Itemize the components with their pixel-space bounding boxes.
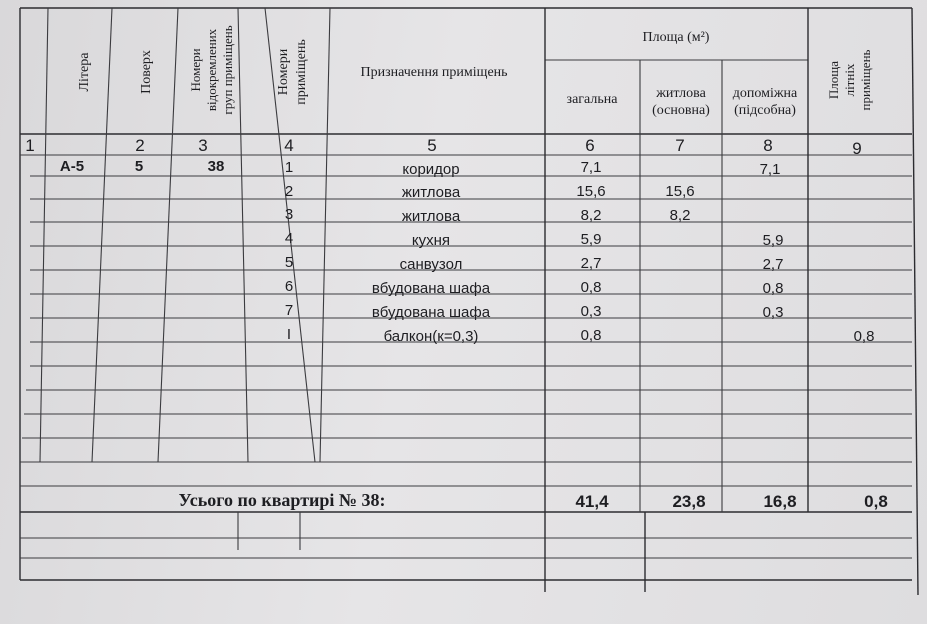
- total-area: 0,3: [580, 303, 602, 320]
- header-aux-line2: (підсобна): [734, 103, 796, 118]
- column-number: 2: [135, 136, 145, 155]
- header-summer-line1: Площа: [826, 60, 841, 100]
- total-area: 5,9: [580, 231, 602, 248]
- column-number: 8: [763, 136, 773, 155]
- room-number: I: [286, 326, 292, 343]
- room-number: 2: [284, 183, 294, 200]
- column-number: 7: [675, 136, 685, 155]
- header-aux-line1: допоміжна: [732, 86, 798, 101]
- header-area: Площа (м²): [642, 30, 710, 45]
- totals-summer-area: 0,8: [864, 492, 888, 511]
- total-area: 8,2: [580, 207, 602, 224]
- living-area: 15,6: [665, 183, 695, 200]
- totals-living-area: 23,8: [672, 492, 706, 511]
- totals-label: Усього по квартирі № 38:: [178, 490, 386, 510]
- floor-value: 5: [134, 158, 144, 175]
- header-purpose: Призначення приміщень: [360, 65, 508, 80]
- column-number: 9: [852, 139, 862, 158]
- room-purpose: кухня: [411, 232, 451, 249]
- total-area: 0,8: [580, 327, 602, 344]
- table-row: [285, 183, 695, 201]
- header-living-line2: (основна): [652, 103, 710, 118]
- room-purpose: житлова: [401, 184, 461, 201]
- totals-aux-area: 16,8: [763, 492, 797, 511]
- total-area: 0,8: [580, 279, 602, 296]
- column-number: 1: [25, 136, 35, 155]
- litera-value: А-5: [59, 158, 85, 175]
- header-summer-line3: приміщень: [858, 49, 873, 111]
- header-groups-line1: Номери: [188, 48, 203, 92]
- room-number: 3: [284, 206, 294, 223]
- header-groups-line3: груп приміщень: [220, 25, 235, 115]
- room-purpose: вбудована шафа: [371, 304, 491, 321]
- totals-total-area: 41,4: [575, 492, 609, 511]
- total-area: 7,1: [580, 159, 602, 176]
- aux-area: 7,1: [759, 161, 781, 178]
- room-purpose: балкон(к=0,3): [383, 328, 479, 345]
- room-purpose: санвузол: [399, 256, 463, 273]
- header-floor: Поверх: [139, 50, 154, 94]
- header-living-line1: житлова: [656, 86, 706, 101]
- room-purpose: житлова: [401, 208, 461, 225]
- header-summer-line2: літніх: [842, 63, 857, 97]
- column-number: 6: [585, 136, 595, 155]
- group-value: 38: [207, 158, 225, 175]
- room-number: 5: [284, 254, 294, 271]
- room-number: 1: [284, 159, 294, 176]
- room-purpose: коридор: [402, 161, 460, 178]
- header-groups-line2: відокремлених: [204, 28, 219, 112]
- header-total-area: загальна: [566, 92, 618, 107]
- column-number: 4: [284, 136, 294, 155]
- room-number: 4: [284, 230, 294, 247]
- living-area: 8,2: [669, 207, 691, 224]
- header-rooms-line2: приміщень: [294, 39, 309, 105]
- room-number: 7: [284, 302, 294, 319]
- table-row: [285, 159, 781, 178]
- header-rooms-line1: Номери: [276, 48, 291, 96]
- column-number: 3: [198, 136, 208, 155]
- aux-area: 0,8: [762, 280, 784, 297]
- room-purpose: вбудована шафа: [371, 280, 491, 297]
- summer-area: 0,8: [853, 328, 875, 345]
- header-litera: Літера: [77, 52, 92, 92]
- column-number: 5: [427, 136, 437, 155]
- total-area: 2,7: [580, 255, 602, 272]
- total-area: 15,6: [576, 183, 606, 200]
- aux-area: 5,9: [762, 232, 784, 249]
- aux-area: 2,7: [762, 256, 784, 273]
- aux-area: 0,3: [762, 304, 784, 321]
- room-number: 6: [284, 278, 294, 295]
